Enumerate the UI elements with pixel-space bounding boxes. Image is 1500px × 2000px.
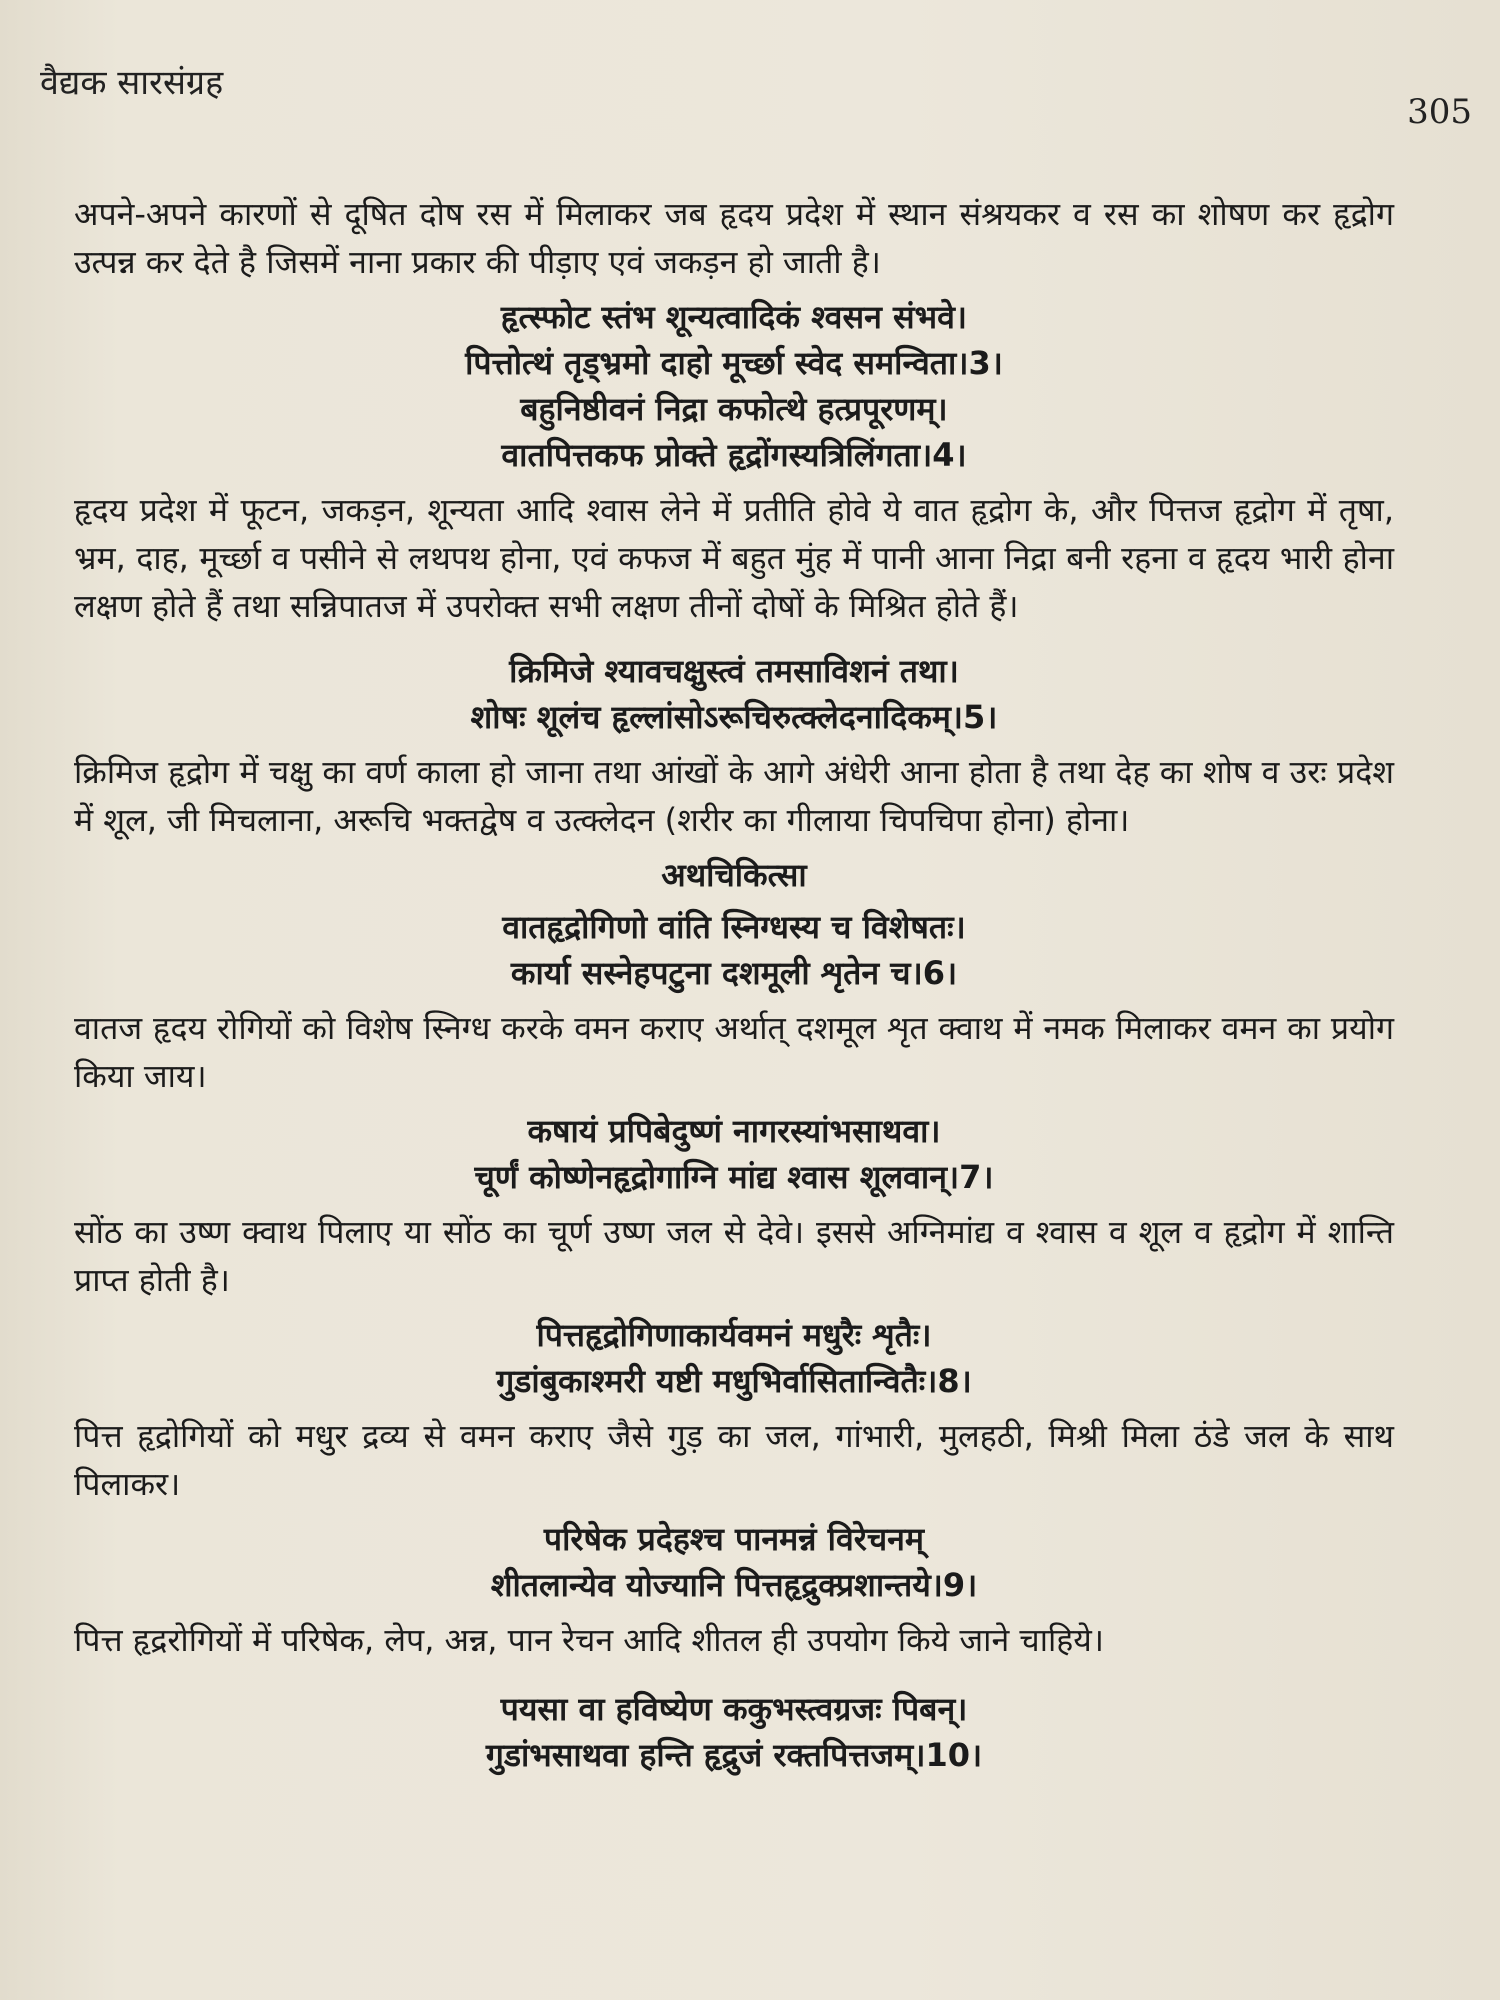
- paragraph: क्रिमिज हृद्रोग में चक्षु का वर्ण काला हो जाना तथा आंखों के आगे अंधेरी आना होता है तथा देह का शोष व उरः प्रदेश में शूल, जी मिचलाना, अरूचि भक्तद्वेष व उत्क्लेदन (शरीर का गीलाया चिपचिपा होना) होना।: [74, 753, 1394, 839]
- verse-line: कषायं प्रपिबेदुष्णं नागरस्यांभसाथवा।: [527, 1112, 941, 1150]
- verse-block: [74, 1686, 1394, 1778]
- verse-line: गुडांभसाथवा हन्ति हृद्रुजं रक्तपित्तजम्।10।: [485, 1736, 983, 1774]
- verse-line: वातपित्तकफ प्रोक्ते हृद्रोंगस्यत्रिलिंगता।4।: [501, 436, 967, 474]
- verse-block: [74, 294, 1394, 478]
- verse-block: [74, 1108, 1394, 1200]
- page-body: [74, 190, 1394, 1786]
- paragraph: हृदय प्रदेश में फूटन, जकड़न, शून्यता आदि श्वास लेने में प्रतीति होवे ये वात हृद्रोग के, और पित्तज हृद्रोग में तृषा, भ्रम, दाह, मूर्च्छा व पसीने से लथपथ होना, एवं कफज में बहुत मुंह में पानी आना निद्रा बनी रहना व हृदय भारी होना लक्षण होते हैं तथा सन्निपातज में उपरोक्त सभी लक्षण तीनों दोषों के मिश्रित होते हैं।: [74, 491, 1394, 625]
- verse-line: शोषः शूलंच हृल्लांसोऽरूचिरुत्क्लेदनादिकम्।5।: [470, 698, 998, 736]
- verse-line: पित्तहृद्रोगिणाकार्यवमनं मधुरैः शृतैः।: [536, 1316, 932, 1354]
- paragraph: अपने-अपने कारणों से दूषित दोष रस में मिलाकर जब हृदय प्रदेश में स्थान संश्रयकर व रस का शोषण कर हृद्रोग उत्पन्न कर देते है जिसमें नाना प्रकार की पीड़ाए एवं जकड़न हो जाती है।: [74, 195, 1394, 281]
- verse-line: क्रिमिजे श्यावचक्षुस्त्वं तमसाविशनं तथा।: [509, 652, 959, 690]
- paragraph: पित्त हृद्ररोगियों में परिषेक, लेप, अन्न, पान रेचन आदि शीतल ही उपयोग किये जाने चाहिये।: [74, 1621, 1104, 1659]
- verse-line: वातहृद्रोगिणो वांति स्निग्धस्य च विशेषतः।: [502, 908, 966, 946]
- verse-line: परिषेक प्रदेहश्च पानमन्नं विरेचनम्: [543, 1520, 925, 1558]
- section-heading: अथचिकित्सा: [661, 856, 807, 894]
- verse-line: कार्या सस्नेहपटुना दशमूली शृतेन च।6।: [510, 954, 958, 992]
- paragraph: सोंठ का उष्ण क्वाथ पिलाए या सोंठ का चूर्ण उष्ण जल से देवे। इससे अग्निमांद्य व श्वास व शूल व हृद्रोग में शान्ति प्राप्त होती है।: [74, 1213, 1394, 1299]
- verse-line: हृत्स्फोट स्तंभ शून्यत्वादिकं श्वसन संभवे।: [500, 298, 968, 336]
- verse-block: [74, 904, 1394, 996]
- verse-line: गुडांबुकाश्मरी यष्टी मधुभिर्वासितान्वितैः।8।: [496, 1362, 972, 1400]
- verse-block: [74, 648, 1394, 740]
- paragraph: पित्त हृद्रोगियों को मधुर द्रव्य से वमन कराए जैसे गुड़ का जल, गांभारी, मुलहठी, मिश्री मिला ठंडे जल के साथ पिलाकर।: [74, 1417, 1394, 1503]
- verse-line: बहुनिष्ठीवनं निद्रा कफोत्थे हत्प्रपूरणम्।: [520, 390, 948, 428]
- verse-block: [74, 1312, 1394, 1404]
- verse-line: पयसा वा हविष्येण ककुभस्त्वग्रजः पिबन्।: [500, 1690, 968, 1728]
- verse-line: चूर्णं कोष्णेनहृद्रोगाग्नि मांद्य श्वास शूलवान्।7।: [474, 1158, 994, 1196]
- page-number: 305: [1407, 92, 1472, 132]
- verse-block: [74, 1516, 1394, 1608]
- running-title: वैद्यक सारसंग्रह: [40, 63, 224, 103]
- paragraph: वातज हृदय रोगियों को विशेष स्निग्ध करके वमन कराए अर्थात् दशमूल शृत क्वाथ में नमक मिलाकर वमन का प्रयोग किया जाय।: [74, 1009, 1394, 1095]
- verse-line: पित्तोत्थं तृड्भ्रमो दाहो मूर्च्छा स्वेद समन्विता।3।: [465, 344, 1003, 382]
- verse-line: शीतलान्येव योज्यानि पित्तहृद्रुक्प्रशान्तये।9।: [490, 1566, 978, 1604]
